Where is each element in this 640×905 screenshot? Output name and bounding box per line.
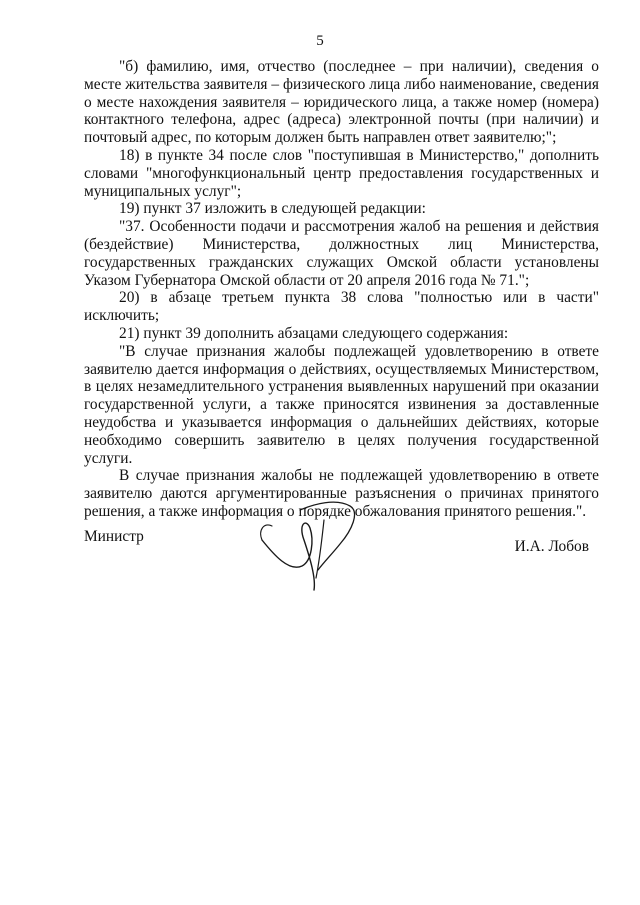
signature-block <box>84 528 599 608</box>
paragraph-item-21: 21) пункт 39 дополнить абзацами следующего содержания: <box>119 324 509 342</box>
signer-position: Министр <box>84 528 144 545</box>
paragraph-item-18: 18) в пункте 34 после слов "поступившая в Министерство," дополнить словами "многофункциональный центр предоставления государственных и муниципальных услуг"; <box>84 146 599 200</box>
paragraph-item-19: 19) пункт 37 изложить в следующей редакции: <box>119 200 426 218</box>
handwritten-signature <box>254 500 364 600</box>
paragraph-complaint-satisfied: "В случае признания жалобы подлежащей удовлетворению в ответе заявителю дается информация о действиях, осуществляемых Министерством, в целях незамедлительного устранения выявленных нарушений при оказании государственной услуги, а также приносятся извинения за доставленные неудобства и указывается информация о дальнейших действиях, которые необходимо совершить заявителю в целях получения государственной услуги. <box>84 342 599 467</box>
paragraph-complaint-rejected: В случае признания жалобы не подлежащей удовлетворению в ответе заявителю даются аргументированные разъяснения о причинах принятого решения, а также информация о порядке обжалования принятого решения.". <box>84 467 599 520</box>
paragraph-b-applicant-details: "б) фамилию, имя, отчество (последнее – при наличии), сведения о месте жительства заявителя – физического лица либо наименование, сведения о месте нахождения заявителя – юридического лица, а также номер (номера) контактного телефона, адрес (адреса) электронной почты (при наличии) и почтовый адрес, по которым должен быть направлен ответ заявителю;"; <box>84 58 599 147</box>
document-body <box>84 58 599 521</box>
paragraph-item-37-text: "37. Особенности подачи и рассмотрения жалоб на решения и действия (бездействие) Министерства, должностных лиц Министерства, государственных гражданских служащих Омской области установлены Указом Губернатора Омской области от 20 апреля 2016 года № 71."; <box>84 218 599 289</box>
paragraph-item-20: 20) в абзаце третьем пункта 38 слова "полностью или в части" исключить; <box>84 289 599 325</box>
signer-name: И.А. Лобов <box>514 538 589 555</box>
page-number: 5 <box>316 33 324 49</box>
